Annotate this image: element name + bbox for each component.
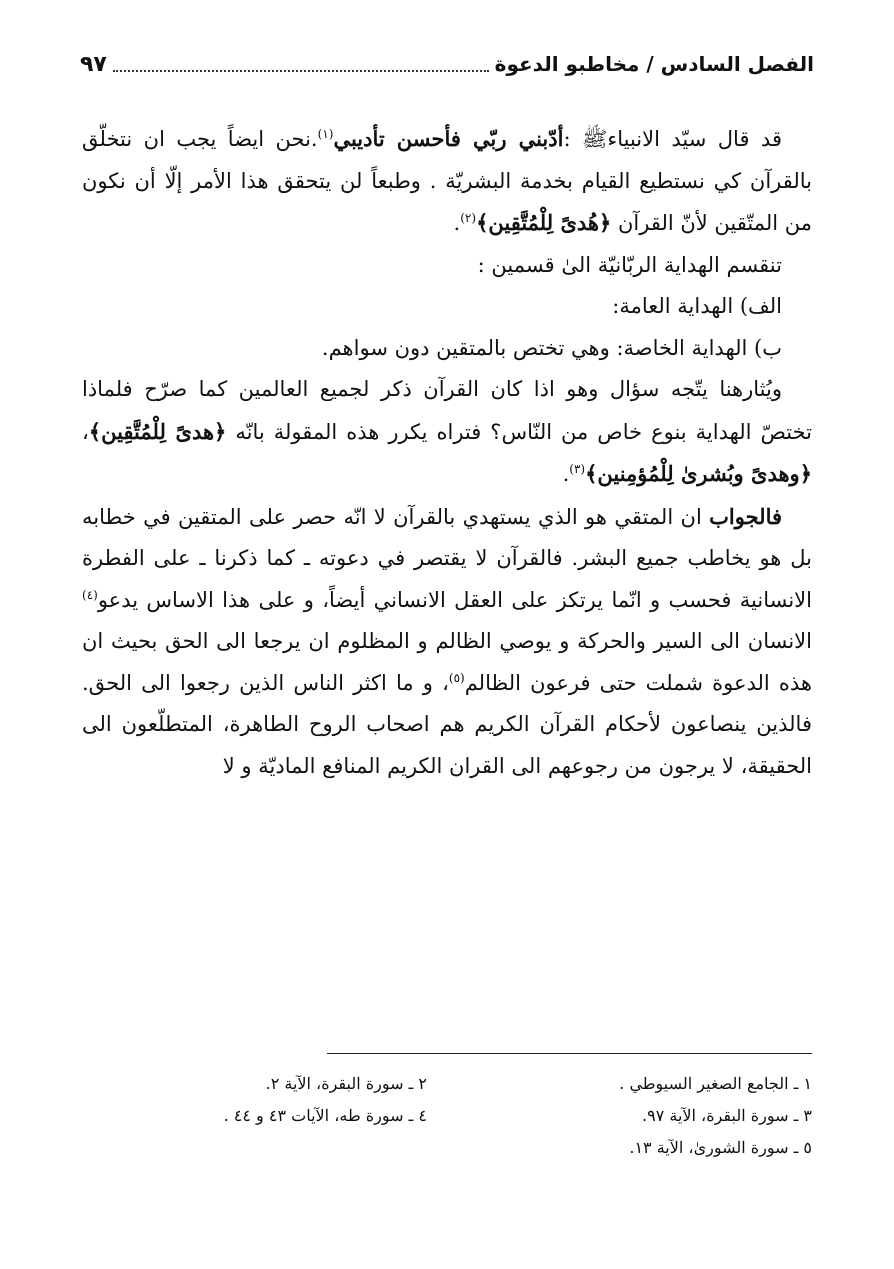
footnote-divider (327, 1053, 812, 1054)
quran-quote: ﴿وهدىً وبُشرىٰ لِلْمُؤمِنين﴾ (585, 461, 812, 486)
text-run: ويُثارهنا يتّجه سؤال وهو اذا كان القرآن ذكر لجميع العالمين كما صرّح فلماذا تختصّ الهداية بنوع خاص من النّاس؟ فتراه يكرر هذه المقولة بانّه (82, 377, 812, 444)
paragraph-6 (82, 496, 812, 788)
paragraph-2: تنقسم الهداية الربّانيّة الىٰ قسمين : (477, 252, 782, 277)
footnotes (82, 1068, 812, 1164)
running-header (80, 44, 814, 84)
footnote-ref-5: (٥) (448, 670, 465, 685)
text-run: . (453, 211, 461, 235)
footnote-2: ٢ ـ سورة البقرة، الآية ٢. (265, 1074, 427, 1093)
footnote-5: ٥ ـ سورة الشورىٰ، الآية ١٣. (629, 1138, 812, 1157)
quran-quote: ﴿هُدىً لِلْمُتَّقِين﴾ (476, 210, 612, 235)
paragraph-4: ب) الهداية الخاصة: وهي تختص بالمتقين دون سواهم. (321, 335, 782, 360)
header-leader-dots (113, 56, 489, 72)
footnote-4: ٤ ـ سورة طه، الآيات ٤٣ و ٤٤ . (223, 1106, 427, 1125)
footnote-ref-4: (٤) (82, 587, 98, 602)
text-run: . (562, 462, 570, 486)
body-text (82, 118, 812, 787)
page-number: ٩٧ (80, 51, 107, 77)
footnote-3: ٣ ـ سورة البقرة، الآية ٩٧. (642, 1106, 812, 1125)
salawat-glyph: ﷺ (581, 127, 608, 151)
footnote-ref-3: (٣) (569, 462, 586, 476)
text-run: ، و ما اكثر الناس الذين رجعوا الى الحق. فالذين ينصاعون لأحكام القرآن الكريم هم اصحاب الروح الطاهرة، المتطلّعون الى الحقيقة، لا يرجون من رجوعهم الى القران الكريم المنافع الماديّة و لا (82, 670, 812, 778)
paragraph-3: الف) الهداية العامة: (612, 294, 782, 318)
text-run: الانسان الى السير والحركة و يوصي الظالم و المظلوم ان يرجعا الى الحق بحيث ان هذه الدعوة شملت حتى فرعون الظالم (82, 629, 812, 695)
hadith-quote: أدّبني ربّي فأحسن تأديبي (333, 126, 564, 151)
text-run: ان المتقي هو الذي يستهدي بالقرآن لا انّه حصر على المتقين في خطابه بل هو يخاطب جميع البشر. فالقرآن لا يقتصر في دعوته ـ كما ذكرنا ـ على الفطرة الانسانية فحسب و انّما يرتكز على العقل الانساني أيضاً، و على هذا الاساس يدعو (82, 504, 812, 612)
footnote-ref-2: (٢) (460, 211, 477, 225)
footnote-1: ١ ـ الجامع الصغير السيوطي . (619, 1074, 812, 1093)
paragraph-5 (82, 369, 812, 496)
paragraph-1 (82, 118, 812, 245)
text-run: قد قال سيّد الانبياء (607, 127, 782, 151)
quran-quote: ﴿هدىً لِلْمُتَّقِين﴾ (88, 418, 227, 444)
text-run: : (563, 127, 582, 151)
text-run: ، (82, 419, 89, 444)
answer-lead: فالجواب (709, 503, 782, 529)
footnote-ref-1: (١) (317, 127, 334, 141)
chapter-title: الفصل السادس / مخاطبو الدعوة (494, 52, 814, 76)
text-run: .نحن ايضاً يجب ان نتخلّق بالقرآن كي نستطيع القيام بخدمة البشريّة . وطبعاً لن يتحقق هذا الأمر إلّا أن نكون من المتّقين لأنّ القرآن (82, 127, 812, 235)
